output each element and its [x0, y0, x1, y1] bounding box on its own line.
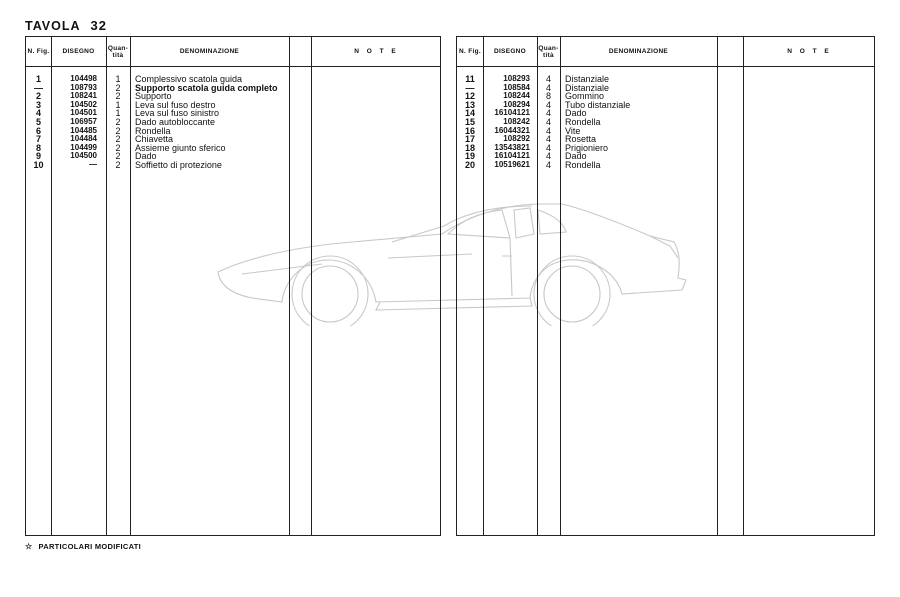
denominazione-cell: Rosetta: [565, 134, 597, 145]
qty-cell: 4: [545, 108, 551, 119]
denominazione-cell: Dado: [565, 151, 587, 162]
denominazione-cell: Distanziale: [565, 82, 610, 93]
header-disegno: DISEGNO: [493, 48, 527, 55]
fig-cell: 3: [35, 99, 41, 110]
footer-text: PARTICOLARI MODIFICATI: [38, 542, 142, 551]
denominazione-cell: Leva sul fuso destro: [135, 99, 216, 110]
qty-cell: 4: [545, 116, 551, 127]
fig-cell: —: [34, 82, 43, 93]
fig-cell: 1: [35, 74, 41, 84]
fig-cell: 6: [35, 125, 41, 136]
disegno-cell: 104502: [70, 99, 97, 109]
disegno-cell: 104500: [70, 151, 97, 161]
disegno-cell: 104484: [70, 134, 97, 144]
table-row: [457, 161, 874, 170]
disegno-cell: 108584: [503, 82, 530, 92]
fig-cell: 18: [464, 142, 475, 153]
denominazione-cell: Rondella: [565, 159, 601, 170]
qty-cell: 1: [115, 74, 121, 84]
disegno-cell: 10519621: [494, 159, 530, 169]
qty-cell: 2: [115, 91, 121, 102]
fig-cell: —: [465, 82, 475, 93]
table-rule: [457, 66, 874, 67]
disegno-cell: 108793: [70, 82, 97, 92]
fig-cell: 12: [464, 91, 475, 102]
fig-cell: 2: [35, 91, 41, 102]
rows-left: [26, 75, 440, 170]
qty-cell: 2: [115, 142, 121, 153]
denominazione-cell: Supporto: [135, 91, 172, 102]
denominazione-cell: Supporto scatola guida completo: [135, 82, 278, 93]
fig-cell: 20: [464, 159, 475, 170]
header-qty: Quan- tità: [538, 44, 559, 59]
qty-cell: 4: [545, 125, 551, 136]
denominazione-cell: Dado: [565, 108, 587, 119]
disegno-cell: 104501: [70, 108, 97, 118]
denominazione-cell: Dado autobloccante: [135, 116, 216, 127]
fig-cell: 4: [35, 108, 41, 119]
fig-cell: 5: [35, 116, 41, 127]
header-qty: Quan- tità: [107, 44, 129, 59]
qty-cell: 4: [545, 134, 551, 145]
header-disegno: DISEGNO: [62, 48, 95, 55]
fig-cell: 8: [35, 142, 41, 153]
qty-cell: 4: [545, 151, 551, 162]
disegno-cell: —: [89, 159, 97, 169]
disegno-cell: 16104121: [494, 151, 530, 161]
disegno-cell: 16104121: [494, 108, 530, 118]
denominazione-cell: Vite: [565, 125, 581, 136]
header-fig: N. Fig.: [27, 48, 50, 55]
fig-cell: 17: [464, 134, 475, 145]
denominazione-cell: Assieme giunto sferico: [135, 142, 226, 153]
fig-cell: 9: [35, 151, 41, 162]
fig-cell: 10: [33, 159, 44, 170]
fig-cell: 13: [464, 99, 475, 110]
disegno-cell: 106957: [70, 116, 97, 126]
qty-cell: 2: [115, 82, 121, 93]
title-label: TAVOLA: [25, 19, 81, 33]
disegno-cell: 104498: [70, 74, 97, 83]
qty-cell: 2: [115, 116, 121, 127]
qty-cell: 8: [545, 91, 551, 102]
disegno-cell: 104499: [70, 142, 97, 152]
table-row: [26, 161, 440, 170]
qty-cell: 2: [115, 159, 121, 170]
fig-cell: 11: [465, 74, 475, 84]
denominazione-cell: Rondella: [565, 116, 601, 127]
title-number: 32: [90, 18, 107, 33]
qty-cell: 4: [545, 159, 551, 170]
denominazione-cell: Distanziale: [565, 74, 610, 84]
denominazione-cell: Chiavetta: [135, 134, 174, 145]
disegno-cell: 13543821: [494, 142, 530, 152]
fig-cell: 15: [464, 116, 475, 127]
denominazione-cell: Leva sul fuso sinistro: [135, 108, 220, 119]
denominazione-cell: Complessivo scatola guida: [135, 74, 243, 84]
qty-cell: 2: [115, 134, 121, 145]
header-fig: N. Fig.: [459, 48, 481, 55]
header-note: N O T E: [787, 48, 832, 55]
qty-cell: 1: [115, 99, 121, 110]
denominazione-cell: Rondella: [135, 125, 171, 136]
disegno-cell: 108292: [503, 134, 530, 144]
disegno-cell: 108242: [503, 116, 530, 126]
footer-note: [25, 542, 141, 551]
disegno-cell: 108244: [503, 91, 530, 101]
table-rule: [26, 66, 440, 67]
qty-cell: 2: [115, 151, 121, 162]
denominazione-cell: Soffietto di protezione: [135, 159, 222, 170]
denominazione-cell: Prigioniero: [565, 142, 609, 153]
page-title: [25, 18, 107, 33]
qty-cell: 4: [545, 82, 551, 93]
parts-table-right: [456, 36, 875, 536]
denominazione-cell: Gommino: [565, 91, 605, 102]
header-denominazione: DENOMINAZIONE: [179, 48, 240, 55]
qty-cell: 2: [115, 125, 121, 136]
qty-cell: 1: [115, 108, 121, 119]
disegno-cell: 104485: [70, 125, 97, 135]
disegno-cell: 108241: [70, 91, 97, 101]
denominazione-cell: Tubo distanziale: [565, 99, 631, 110]
qty-cell: 4: [545, 142, 551, 153]
star-icon: ☆: [25, 542, 33, 551]
fig-cell: 16: [464, 125, 475, 136]
header-denominazione: DENOMINAZIONE: [608, 48, 669, 55]
denominazione-cell: Dado: [135, 151, 157, 162]
parts-table-left: [25, 36, 441, 536]
qty-cell: 4: [545, 99, 551, 110]
disegno-cell: 16044321: [494, 125, 530, 135]
fig-cell: 14: [464, 108, 475, 119]
rows-right: [457, 75, 874, 170]
disegno-cell: 108294: [503, 99, 530, 109]
header-note: N O T E: [354, 48, 399, 55]
fig-cell: 19: [464, 151, 475, 162]
disegno-cell: 108293: [503, 74, 530, 83]
qty-cell: 4: [545, 74, 551, 84]
fig-cell: 7: [35, 134, 41, 145]
